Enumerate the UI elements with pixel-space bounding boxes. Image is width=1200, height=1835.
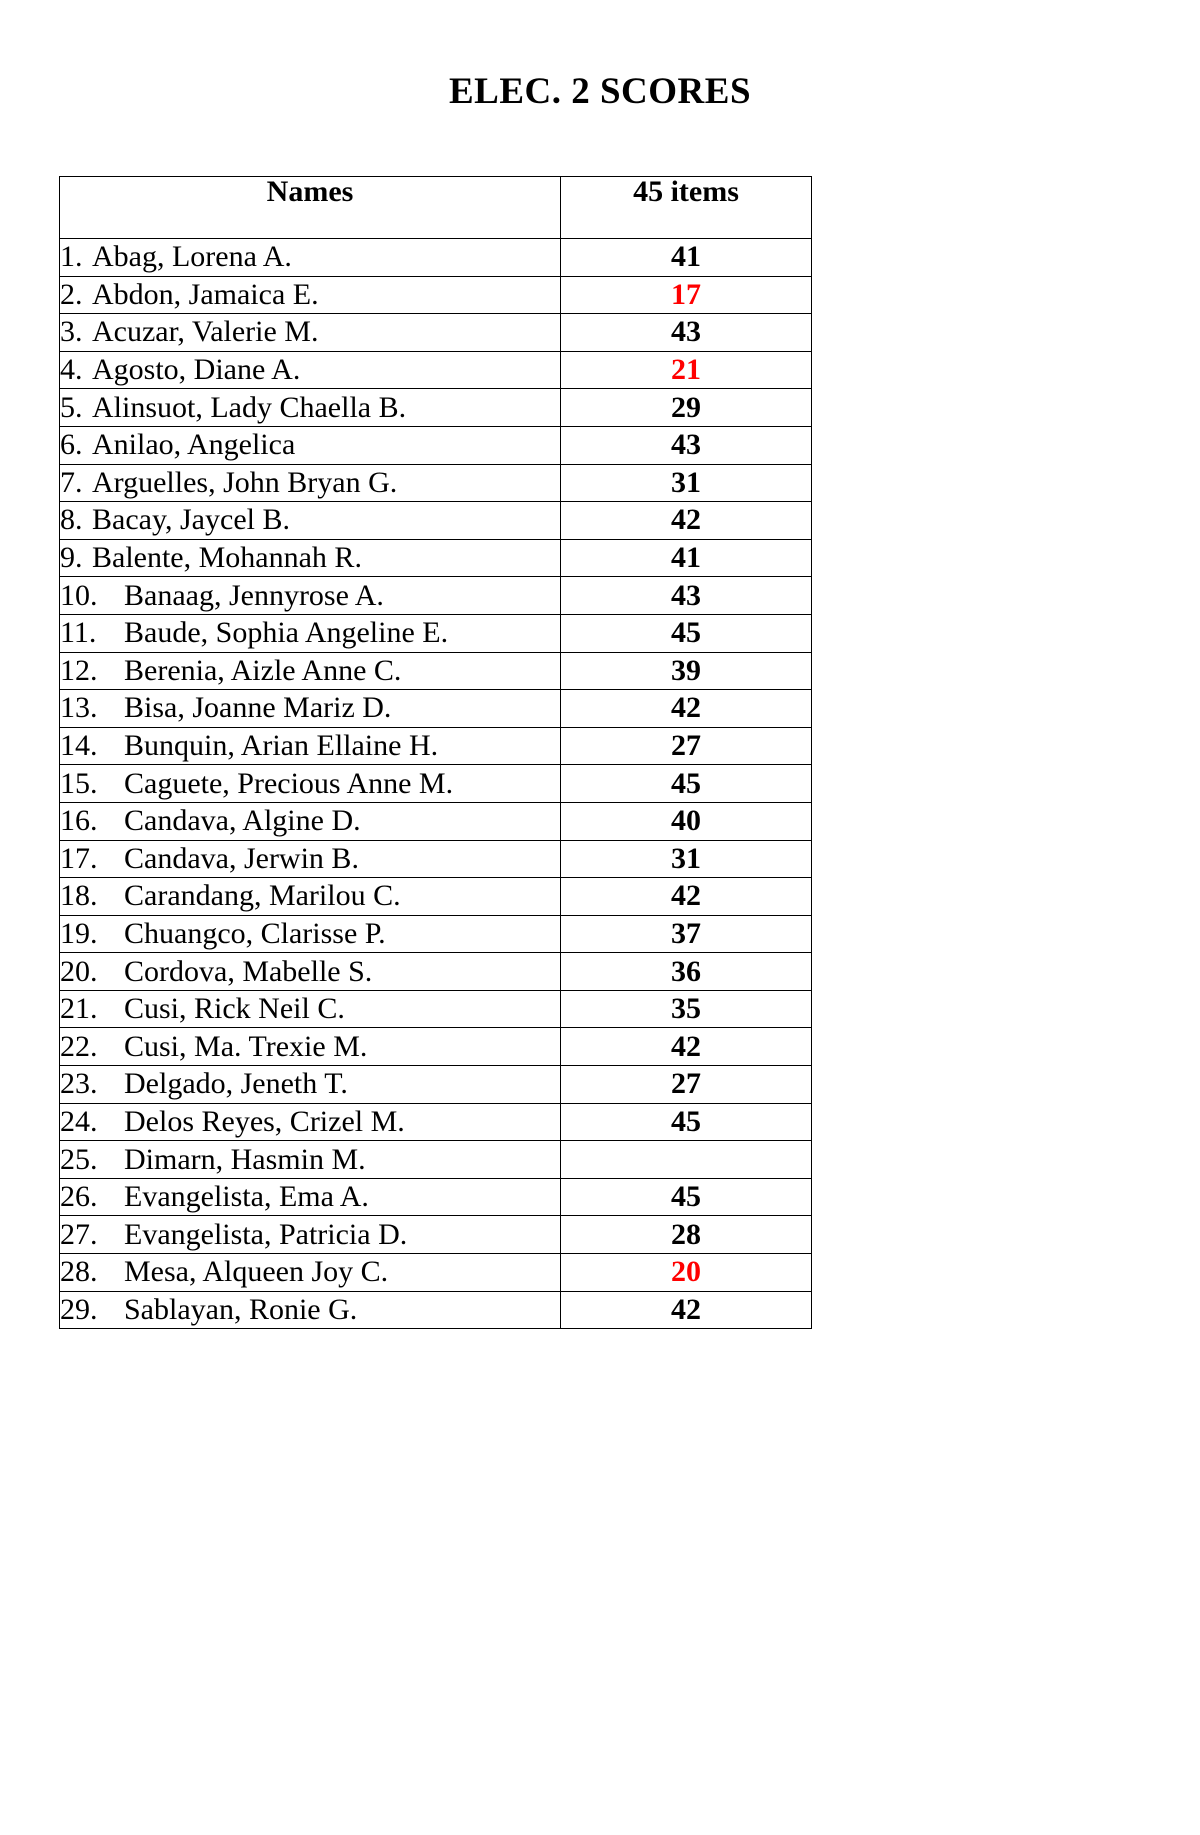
student-name-cell [60,840,561,878]
student-name: Baude, Sophia Angeline E. [124,616,449,650]
row-number: 5. [60,390,83,424]
table-row [60,502,812,540]
student-name: Delgado, Jeneth T. [124,1067,348,1101]
student-name-cell [60,426,561,464]
student-name: Evangelista, Patricia D. [124,1217,408,1251]
score-cell: 42 [561,878,812,916]
student-name: Banaag, Jennyrose A. [124,578,384,612]
score-cell: 20 [561,1254,812,1292]
table-row [60,614,812,652]
student-name: Balente, Mohannah R. [92,541,362,575]
table-row [60,239,812,277]
table-header-row [60,177,812,239]
student-name: Dimarn, Hasmin M. [124,1142,366,1176]
score-cell: 27 [561,1066,812,1104]
score-cell: 45 [561,1178,812,1216]
row-number: 18. [60,879,98,913]
student-name: Delos Reyes, Crizel M. [124,1104,405,1138]
student-name-cell [60,389,561,427]
student-name: Mesa, Alqueen Joy C. [124,1255,389,1289]
row-number: 17. [60,841,98,875]
row-number: 23. [60,1067,98,1101]
student-name-cell [60,1216,561,1254]
row-number: 7. [60,465,83,499]
table-row [60,953,812,991]
student-name: Abag, Lorena A. [92,240,292,274]
student-name: Alinsuot, Lady Chaella B. [92,390,407,424]
student-name-cell [60,652,561,690]
student-name-cell [60,1028,561,1066]
row-number: 22. [60,1029,98,1063]
score-cell: 42 [561,1028,812,1066]
student-name-cell [60,765,561,803]
row-number: 12. [60,653,98,687]
student-name-cell [60,802,561,840]
score-cell: 45 [561,765,812,803]
score-cell: 41 [561,239,812,277]
student-name-cell [60,351,561,389]
score-cell: 41 [561,539,812,577]
row-number: 8. [60,503,83,537]
row-number: 4. [60,353,83,387]
student-name-cell [60,878,561,916]
score-cell: 43 [561,577,812,615]
student-name: Arguelles, John Bryan G. [92,465,398,499]
table-row [60,1291,812,1329]
table-row [60,577,812,615]
student-name-cell [60,1066,561,1104]
student-name: Candava, Jerwin B. [124,841,359,875]
score-cell: 42 [561,502,812,540]
row-number: 19. [60,916,98,950]
student-name: Caguete, Precious Anne M. [124,766,454,800]
row-number: 10. [60,578,98,612]
table-row [60,878,812,916]
student-name: Anilao, Angelica [92,428,296,462]
row-number: 16. [60,804,98,838]
page-title: ELEC. 2 SCORES [448,71,752,112]
student-name: Agosto, Diane A. [92,353,301,387]
table-row [60,727,812,765]
table-row [60,765,812,803]
score-cell: 45 [561,1103,812,1141]
score-cell: 42 [561,1291,812,1329]
score-cell: 28 [561,1216,812,1254]
names-column-header: Names [60,177,561,239]
table-row [60,1178,812,1216]
student-name-cell [60,502,561,540]
score-cell: 17 [561,276,812,314]
student-name: Cusi, Ma. Trexie M. [124,1029,368,1063]
student-name: Bisa, Joanne Mariz D. [124,691,392,725]
table-row [60,389,812,427]
table-row [60,1141,812,1179]
row-number: 3. [60,315,83,349]
table-row [60,276,812,314]
student-name-cell [60,276,561,314]
score-cell: 21 [561,351,812,389]
student-name-cell [60,614,561,652]
score-cell: 43 [561,426,812,464]
student-name: Bacay, Jaycel B. [92,503,290,537]
row-number: 24. [60,1104,98,1138]
table-row [60,351,812,389]
score-cell: 27 [561,727,812,765]
row-number: 11. [60,616,97,650]
student-name: Acuzar, Valerie M. [92,315,319,349]
student-name: Carandang, Marilou C. [124,879,401,913]
row-number: 21. [60,992,98,1026]
row-number: 2. [60,277,83,311]
score-cell: 37 [561,915,812,953]
table-row [60,690,812,728]
row-number: 29. [60,1292,98,1326]
table-body [60,239,812,1329]
table-row [60,1254,812,1292]
table-row [60,1103,812,1141]
student-name-cell [60,1178,561,1216]
student-name-cell [60,314,561,352]
student-name: Cordova, Mabelle S. [124,954,373,988]
student-name-cell [60,915,561,953]
score-cell: 42 [561,690,812,728]
student-name: Sablayan, Ronie G. [124,1292,358,1326]
student-name: Chuangco, Clarisse P. [124,916,386,950]
student-name-cell [60,464,561,502]
row-number: 1. [60,240,83,274]
score-cell: 35 [561,990,812,1028]
student-name-cell [60,239,561,277]
score-cell: 29 [561,389,812,427]
student-name-cell [60,1103,561,1141]
table-row [60,652,812,690]
student-name-cell [60,577,561,615]
score-cell: 36 [561,953,812,991]
student-name-cell [60,1254,561,1292]
table-row [60,1066,812,1104]
student-name-cell [60,1141,561,1179]
row-number: 13. [60,691,98,725]
student-name-cell [60,727,561,765]
table-row [60,990,812,1028]
score-cell: 31 [561,464,812,502]
table-row [60,915,812,953]
student-name-cell [60,539,561,577]
student-name: Evangelista, Ema A. [124,1180,369,1214]
row-number: 20. [60,954,98,988]
table-row [60,314,812,352]
row-number: 15. [60,766,98,800]
score-column-header: 45 items [561,177,812,239]
table-row [60,802,812,840]
student-name: Candava, Algine D. [124,804,361,838]
student-name: Cusi, Rick Neil C. [124,992,345,1026]
row-number: 26. [60,1180,98,1214]
score-cell: 39 [561,652,812,690]
student-name-cell [60,990,561,1028]
score-cell: 31 [561,840,812,878]
row-number: 28. [60,1255,98,1289]
row-number: 14. [60,729,98,763]
table-row [60,426,812,464]
score-cell: 40 [561,802,812,840]
student-name: Bunquin, Arian Ellaine H. [124,729,439,763]
student-name-cell [60,690,561,728]
row-number: 9. [60,541,83,575]
score-cell: 45 [561,614,812,652]
student-name: Berenia, Aizle Anne C. [124,653,402,687]
table-row [60,539,812,577]
student-name-cell [60,953,561,991]
student-name: Abdon, Jamaica E. [92,277,319,311]
scores-table [59,176,812,1329]
score-cell [561,1141,812,1179]
row-number: 25. [60,1142,98,1176]
score-cell: 43 [561,314,812,352]
table-row [60,464,812,502]
table-row [60,840,812,878]
table-row [60,1028,812,1066]
table-row [60,1216,812,1254]
row-number: 6. [60,428,83,462]
row-number: 27. [60,1217,98,1251]
student-name-cell [60,1291,561,1329]
